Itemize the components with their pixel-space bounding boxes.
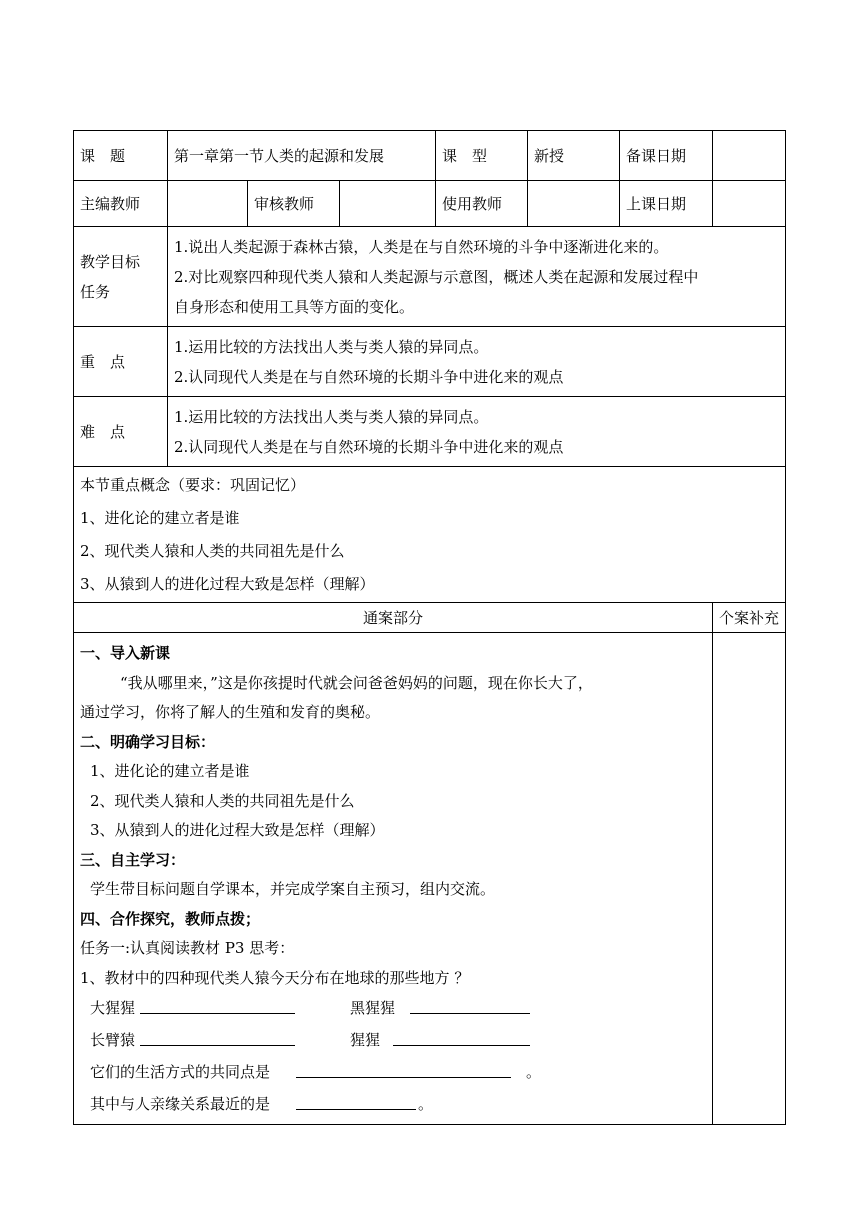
key-points-row xyxy=(74,327,786,397)
type-value: 新授 xyxy=(528,131,620,181)
common-section-header: 通案部分 xyxy=(74,603,713,633)
ape-label-gorilla: 大猩猩 xyxy=(90,999,136,1017)
lesson-plan-table xyxy=(73,130,786,1125)
gorilla-answer-blank[interactable] xyxy=(140,995,295,1014)
class-date-value xyxy=(713,181,786,227)
ape-label-gibbon: 长臂猿 xyxy=(90,1031,136,1049)
closest-relative-end: 。 xyxy=(418,1095,434,1113)
objectives-row xyxy=(74,227,786,327)
closest-relative-label: 其中与人亲缘关系最近的是 xyxy=(90,1095,271,1113)
orangutan-answer-blank[interactable] xyxy=(393,1027,530,1046)
objectives-label: 教学目标 任务 xyxy=(74,227,168,327)
goal-item: 1、进化论的建立者是谁 xyxy=(90,762,250,780)
prep-date-label: 备课日期 xyxy=(620,131,713,181)
section-3-title: 三、自主学习： xyxy=(80,850,186,869)
section-2-title: 二、明确学习目标： xyxy=(80,732,216,751)
gibbon-answer-blank[interactable] xyxy=(140,1027,295,1046)
ape-fill-row-2 xyxy=(80,1025,706,1057)
objective-item: 2.对比观察四种现代类人猿和人类起源与示意图，概述人类在起源和发展过程中 xyxy=(174,267,699,286)
chimpanzee-answer-blank[interactable] xyxy=(410,995,530,1014)
ape-fill-row-1 xyxy=(80,993,706,1025)
chief-teacher-label: 主编教师 xyxy=(74,181,168,227)
self-study-text: 学生带目标问题自学课本，并完成学案自主预习，组内交流。 xyxy=(90,880,496,898)
difficult-point-item: 1.运用比较的方法找出人类与类人猿的异同点。 xyxy=(174,407,489,426)
header-row-1 xyxy=(74,131,786,181)
intro-paragraph-line: “我从哪里来，”这是你孩提时代就会问爸爸妈妈的问题，现在你长大了， xyxy=(120,673,593,692)
individual-section-body xyxy=(713,633,786,1125)
class-date-label: 上课日期 xyxy=(620,181,713,227)
topic-value: 第一章第一节人类的起源和发展 xyxy=(168,131,436,181)
review-teacher-label: 审核教师 xyxy=(248,181,340,227)
section-1-title: 一、导入新课 xyxy=(80,644,171,662)
question-1-text: 1、教材中的四种现代类人猿今天分布在地球的那些地方 ？ xyxy=(80,968,470,987)
key-points-label: 重 点 xyxy=(74,327,168,397)
key-point-item: 1.运用比较的方法找出人类与类人猿的异同点。 xyxy=(174,337,489,356)
goal-item: 3、从猿到人的进化过程大致是怎样（理解） xyxy=(90,821,385,839)
difficult-points-content xyxy=(168,397,786,467)
common-life-answer-blank[interactable] xyxy=(296,1059,511,1078)
review-teacher-value xyxy=(340,181,436,227)
individual-section-header: 个案补充 xyxy=(713,603,786,633)
objectives-content xyxy=(168,227,786,327)
closest-relative-row xyxy=(80,1089,706,1121)
goal-item: 2、现代类人猿和人类的共同祖先是什么 xyxy=(90,791,355,810)
user-teacher-value xyxy=(528,181,620,227)
topic-label: 课 题 xyxy=(74,131,168,181)
common-life-row xyxy=(80,1057,706,1089)
section-4-title: 四、合作探究，教师点拨； xyxy=(80,909,261,928)
ape-label-orangutan: 猩猩 xyxy=(350,1031,381,1049)
objective-item: 1.说出人类起源于森林古猿，人类是在与自然环境的斗争中逐渐进化来的。 xyxy=(174,237,669,256)
section-header-row xyxy=(74,603,786,633)
type-label: 课 型 xyxy=(436,131,528,181)
objective-item: 自身形态和使用工具等方面的变化。 xyxy=(174,297,415,316)
concepts-content xyxy=(74,467,786,603)
user-teacher-label: 使用教师 xyxy=(436,181,528,227)
concept-item: 2、现代类人猿和人类的共同祖先是什么 xyxy=(80,541,345,560)
task-1-text: 任务一:认真阅读教材 P3 思考： xyxy=(80,939,295,957)
difficult-points-label: 难 点 xyxy=(74,397,168,467)
closest-relative-answer-blank[interactable] xyxy=(296,1091,416,1110)
header-row-2 xyxy=(74,181,786,227)
common-life-end: 。 xyxy=(526,1063,542,1081)
common-life-label: 它们的生活方式的共同点是 xyxy=(90,1063,271,1081)
ape-label-chimpanzee: 黑猩猩 xyxy=(350,999,396,1017)
difficult-point-item: 2.认同现代人类是在与自然环境的长期斗争中进化来的观点 xyxy=(174,437,564,456)
key-points-content xyxy=(168,327,786,397)
concept-item: 3、从猿到人的进化过程大致是怎样（理解） xyxy=(80,574,375,593)
concepts-row xyxy=(74,467,786,603)
difficult-points-row xyxy=(74,397,786,467)
key-point-item: 2.认同现代人类是在与自然环境的长期斗争中进化来的观点 xyxy=(174,367,564,386)
common-section-body xyxy=(74,633,713,1125)
chief-teacher-value xyxy=(168,181,248,227)
intro-paragraph-line: 通过学习，你将了解人的生殖和发育的奥秘。 xyxy=(80,703,381,721)
prep-date-value xyxy=(713,131,786,181)
concepts-title: 本节重点概念（要求：巩固记忆） xyxy=(80,475,306,494)
body-row xyxy=(74,633,786,1125)
concept-item: 1、进化论的建立者是谁 xyxy=(80,508,240,527)
